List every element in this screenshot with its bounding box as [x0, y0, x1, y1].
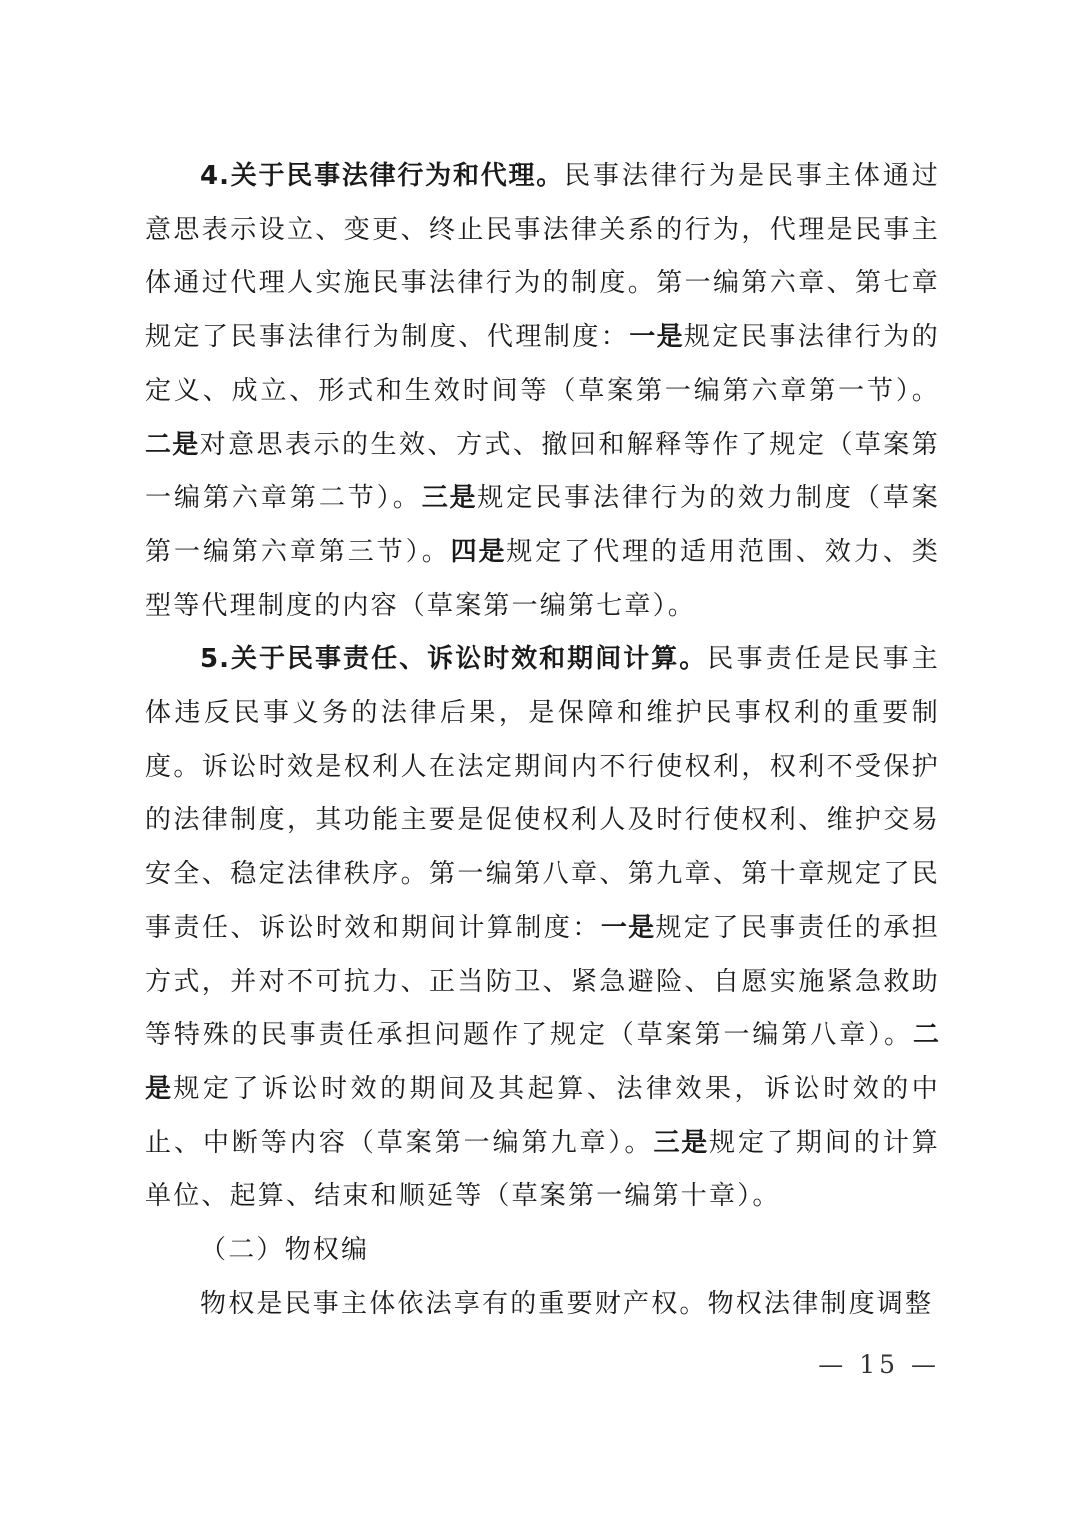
paragraph-text: 规定民事法律行为的定义、成立、形式和生效时间等（草案第一编第六章第一节）。 — [145, 322, 940, 406]
paragraph-lead: 5.关于民事责任、诉讼时效和期间计算。 — [200, 644, 708, 675]
paragraph-text: 对意思表示的生效、方式、撤回和解释等作了规定（草案第一编第六章第二节）。 — [145, 429, 940, 514]
paragraph-civil-liability — [145, 633, 940, 1224]
paragraph-lead: 4.关于民事法律行为和代理。 — [200, 161, 565, 191]
paragraph-text: 规定了民事责任的承担方式，并对不可抗力、正当防卫、紧急避险、自愿实施紧急救助等特殊的民事责任承担问题作了规定（草案第一编第八章）。 — [145, 912, 940, 1051]
paragraph-text: 规定了代理的适用范围、效力、类型等代理制度的内容（草案第一编第七章）。 — [145, 536, 940, 621]
enumeration-marker: 四是 — [450, 536, 507, 567]
paragraph-text: 规定民事法律行为的效力制度（草案第一编第六章第三节）。 — [145, 483, 940, 567]
enumeration-marker: 二是 — [145, 429, 200, 460]
enumeration-marker: 三是 — [421, 483, 478, 514]
paragraph-property-rights: 物权是民事主体依法享有的重要财产权。物权法律制度调整 — [200, 1288, 934, 1319]
enumeration-marker: 二是 — [145, 1020, 940, 1104]
enumeration-marker: 一是 — [629, 322, 684, 353]
enumeration-marker: 一是 — [600, 912, 656, 943]
page-number: — 15 — — [818, 1350, 940, 1379]
section-heading: （二）物权编 — [200, 1235, 370, 1266]
paragraph-text: 规定了期间的计算单位、起算、结束和顺延等（草案第一编第十章）。 — [145, 1127, 940, 1212]
paragraph-text: 规定了诉讼时效的期间及其起算、法律效果，诉讼时效的中止、中断等内容（草案第一编第九章）。 — [145, 1073, 940, 1158]
paragraph-civil-juristic-acts — [145, 150, 940, 633]
paragraph-text: 民事法律行为是民事主体通过意思表示设立、变更、终止民事法律关系的行为，代理是民事主体通过代理人实施民事法律行为的制度。第一编第六章、第七章规定了民事法律行为制度、代理制度： — [145, 161, 941, 353]
paragraph-text: 民事责任是民事主体违反民事义务的法律后果，是保障和维护民事权利的重要制度。诉讼时效是权利人在法定期间内不行使权利，权利不受保护的法律制度，其功能主要是促使权利人及时行使权利、维护交易安全、稳定法律秩序。第一编第八章、第九章、第十章规定了民事责任、诉讼时效和期间计算制度： — [145, 644, 940, 943]
enumeration-marker: 三是 — [653, 1127, 709, 1158]
